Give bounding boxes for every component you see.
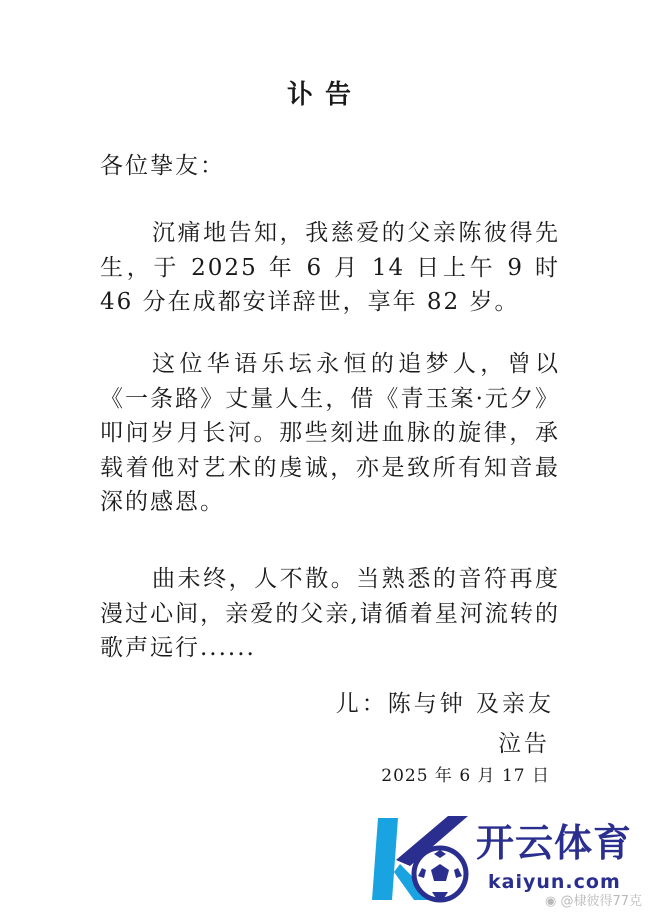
paragraph-1: 沉痛地告知，我慈爱的父亲陈彼得先生，于 2025 年 6 月 14 日上午 9 时 46 分在成都安详辞世，享年 82 岁。 <box>100 220 560 315</box>
brand-domain: kaiyun.com <box>488 871 621 893</box>
source-watermark <box>545 890 642 909</box>
signoff: 泣告 <box>498 731 550 757</box>
salutation: 各位挚友： <box>100 153 225 179</box>
notice-date: 2025 年 6 月 17 日 <box>381 766 550 786</box>
paragraph-3: 曲未终，人不散。当熟悉的音符再度漫过心间，亲爱的父亲,请循着星河流转的歌声远行...... <box>100 566 560 661</box>
soccer-ball-icon <box>414 848 466 900</box>
kaiyun-logo-icon <box>370 812 480 908</box>
paragraph-2: 这位华语乐坛永恒的追梦人，曾以《一条路》丈量人生，借《青玉案·元夕》叩问岁月长河。那些刻进血脉的旋律，承载着他对艺术的虔诚，亦是致所有知音最深的感恩。 <box>100 351 560 515</box>
signature: 儿：陈与钟 及亲友 <box>335 691 554 717</box>
notice-title: 讣告 <box>286 80 363 110</box>
weibo-icon: ◉ <box>544 894 557 909</box>
source-handle: @棣彼得77克 <box>560 894 642 909</box>
brand-name-cn: 开云体育 <box>476 821 633 865</box>
